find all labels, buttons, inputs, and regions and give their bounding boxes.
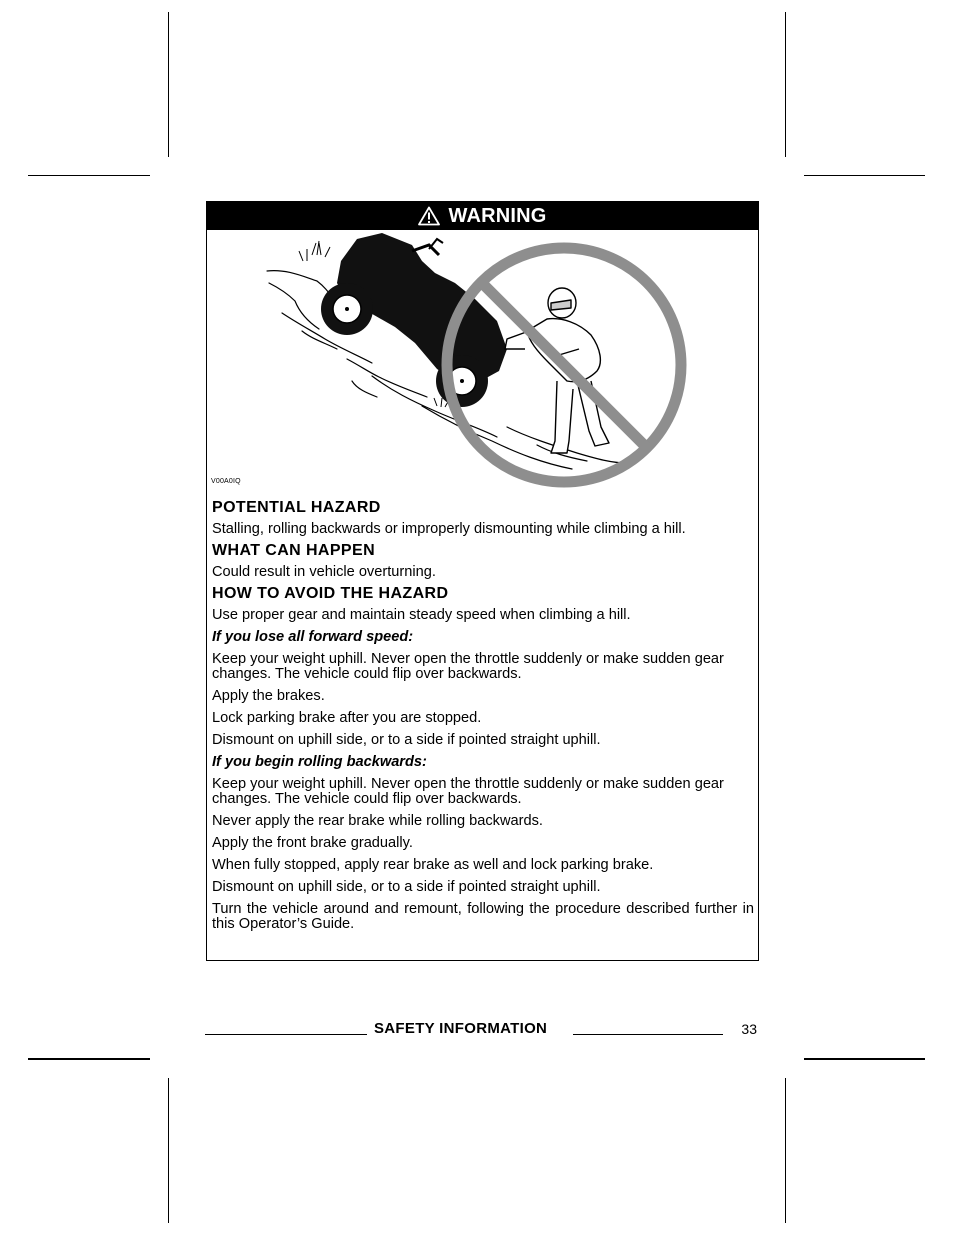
crop-mark-top-right-vertical <box>785 12 786 157</box>
list-item: Apply the brakes. <box>212 688 325 704</box>
crop-mark-top-left-horizontal <box>28 175 150 176</box>
list-item: Apply the front brake gradually. <box>212 835 413 851</box>
footer-rule-left <box>205 1034 367 1035</box>
list-item: Keep your weight uphill. Never open the throttle suddenly or make sudden gear changes. The vehicle could flip over backwards. <box>212 651 724 682</box>
warning-label: WARNING <box>448 204 547 227</box>
potential-hazard-text: Stalling, rolling backwards or improperly dismounting while climbing a hill. <box>212 521 686 537</box>
heading-how-to-avoid: HOW TO AVOID THE HAZARD <box>212 585 449 602</box>
warning-triangle-icon <box>418 206 440 226</box>
crop-mark-bottom-right-vertical <box>785 1078 786 1223</box>
footer-section-title: SAFETY INFORMATION <box>374 1020 548 1037</box>
list-item: Lock parking brake after you are stopped. <box>212 710 482 726</box>
heading-potential-hazard: POTENTIAL HAZARD <box>212 499 381 516</box>
crop-mark-top-left-vertical <box>168 12 169 157</box>
list-item: Dismount on uphill side, or to a side if pointed straight uphill. <box>212 879 601 895</box>
subhead-rolling-backwards: If you begin rolling backwards: <box>212 754 427 770</box>
subhead-lose-forward-speed: If you lose all forward speed: <box>212 629 414 645</box>
list-item: Dismount on uphill side, or to a side if pointed straight uphill. <box>212 732 601 748</box>
warning-box <box>206 201 759 961</box>
footer-rule-right <box>573 1034 723 1035</box>
list-item: Turn the vehicle around and remount, following the procedure described further in this Operator’s Guide. <box>212 901 754 932</box>
page-footer <box>205 1020 757 1040</box>
list-item: Never apply the rear brake while rolling backwards. <box>212 813 543 829</box>
list-item: Keep your weight uphill. Never open the throttle suddenly or make sudden gear changes. The vehicle could flip over backwards. <box>212 776 724 807</box>
heading-what-can-happen: WHAT CAN HAPPEN <box>212 542 376 559</box>
warning-header <box>207 202 758 230</box>
figure-code: V00A0IQ <box>211 478 241 485</box>
warning-content <box>212 498 754 932</box>
atv-vehicle <box>321 233 507 407</box>
crop-mark-bottom-left-horizontal <box>28 1058 150 1060</box>
list-item: When fully stopped, apply rear brake as well and lock parking brake. <box>212 857 654 873</box>
crop-mark-bottom-right-horizontal <box>804 1058 925 1060</box>
atv-hill-climb-illustration <box>207 231 758 493</box>
crop-mark-top-right-horizontal <box>804 175 925 176</box>
what-can-happen-text: Could result in vehicle overturning. <box>212 564 436 580</box>
rider-figure <box>505 288 609 453</box>
page-number: 33 <box>741 1021 757 1037</box>
crop-mark-bottom-left-vertical <box>168 1078 169 1223</box>
how-to-avoid-intro: Use proper gear and maintain steady speed when climbing a hill. <box>212 607 631 623</box>
